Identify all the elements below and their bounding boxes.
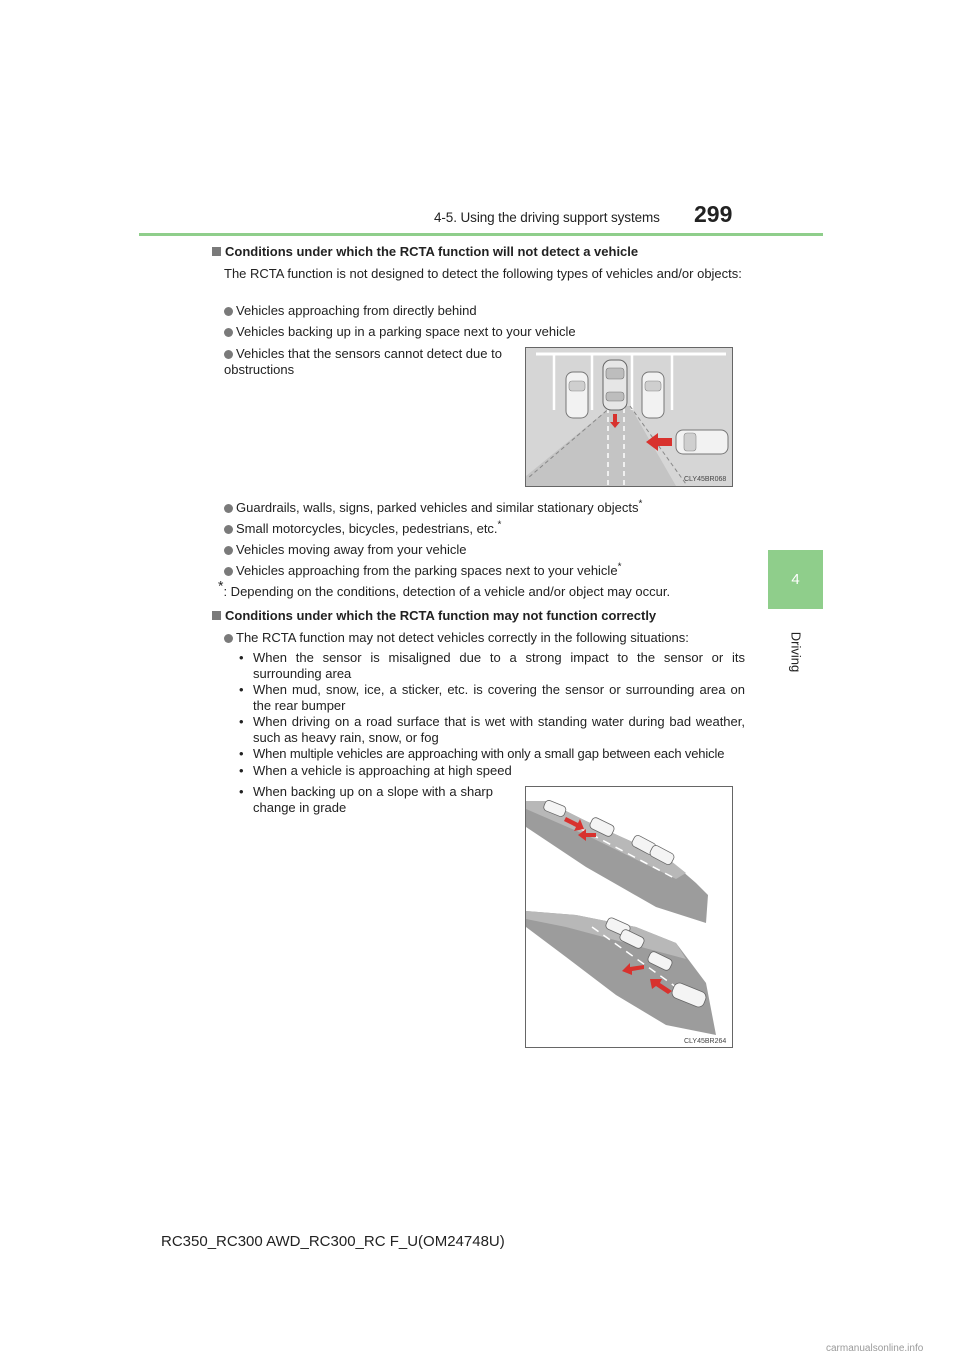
parking-illustration bbox=[526, 348, 732, 486]
circle-bullet-icon bbox=[224, 328, 233, 337]
sub-list-item: • When backing up on a slope with a sharp change in grade bbox=[239, 784, 493, 815]
section2-heading: Conditions under which the RCTA function may not function correctly bbox=[212, 608, 656, 624]
circle-bullet-icon bbox=[224, 634, 233, 643]
figure-code: CLY45BR068 bbox=[684, 476, 727, 483]
sub-list-item: • When a vehicle is approaching at high speed bbox=[239, 763, 512, 778]
list-item: Guardrails, walls, signs, parked vehicles and similar stationary objects* bbox=[224, 500, 642, 516]
list-item: Vehicles approaching from directly behind bbox=[224, 303, 477, 319]
sub-list-item: • When multiple vehicles are approaching with only a small gap between each vehicle bbox=[239, 746, 725, 761]
sub-list-item: • When the sensor is misaligned due to a strong impact to the sensor or its surrounding area bbox=[239, 650, 745, 681]
section1-heading: Conditions under which the RCTA function will not detect a vehicle bbox=[212, 244, 638, 260]
footnote: *: Depending on the conditions, detection of a vehicle and/or object may occur. bbox=[218, 577, 671, 599]
circle-bullet-icon bbox=[224, 567, 233, 576]
list-item: Vehicles moving away from your vehicle bbox=[224, 542, 467, 558]
list-item: Small motorcycles, bicycles, pedestrians, etc.* bbox=[224, 521, 501, 537]
figure-parking-obstruction bbox=[525, 347, 733, 487]
circle-bullet-icon bbox=[224, 350, 233, 359]
square-bullet-icon bbox=[212, 611, 221, 620]
figure-code: CLY45BR264 bbox=[684, 1038, 727, 1045]
chapter-label: Driving bbox=[788, 631, 804, 673]
list-item: Vehicles backing up in a parking space next to your vehicle bbox=[224, 324, 576, 340]
list-item: The RCTA function may not detect vehicles correctly in the following situations: bbox=[224, 630, 689, 646]
footnote-mark: * bbox=[218, 577, 224, 594]
section1-intro: The RCTA function is not designed to detect the following types of vehicles and/or objects: bbox=[224, 266, 742, 281]
watermark: carmanualsonline.info bbox=[826, 1343, 924, 1354]
section-title: 4-5. Using the driving support systems bbox=[434, 210, 660, 225]
list-item: Vehicles that the sensors cannot detect due to obstructions bbox=[224, 346, 502, 377]
sub-list-item: • When mud, snow, ice, a sticker, etc. is covering the sensor or surrounding area on the rear bumper bbox=[239, 682, 745, 713]
page-number: 299 bbox=[694, 201, 733, 227]
list-item: Vehicles approaching from the parking spaces next to your vehicle* bbox=[224, 563, 621, 579]
document-footer: RC350_RC300 AWD_RC300_RC F_U(OM24748U) bbox=[161, 1233, 505, 1250]
figure-slope-grade bbox=[525, 786, 733, 1048]
slope-illustration bbox=[526, 787, 732, 1047]
header-rule bbox=[139, 233, 823, 236]
circle-bullet-icon bbox=[224, 525, 233, 534]
sub-list-item: • When driving on a road surface that is wet with standing water during bad weather, such as heavy rain, snow, or fog bbox=[239, 714, 745, 745]
chapter-number: 4 bbox=[791, 571, 800, 588]
asterisk-mark: * bbox=[638, 498, 643, 510]
square-bullet-icon bbox=[212, 247, 221, 256]
chapter-tab bbox=[768, 550, 823, 609]
asterisk-mark: * bbox=[497, 519, 502, 531]
asterisk-mark: * bbox=[617, 561, 622, 573]
circle-bullet-icon bbox=[224, 546, 233, 555]
circle-bullet-icon bbox=[224, 307, 233, 316]
circle-bullet-icon bbox=[224, 504, 233, 513]
